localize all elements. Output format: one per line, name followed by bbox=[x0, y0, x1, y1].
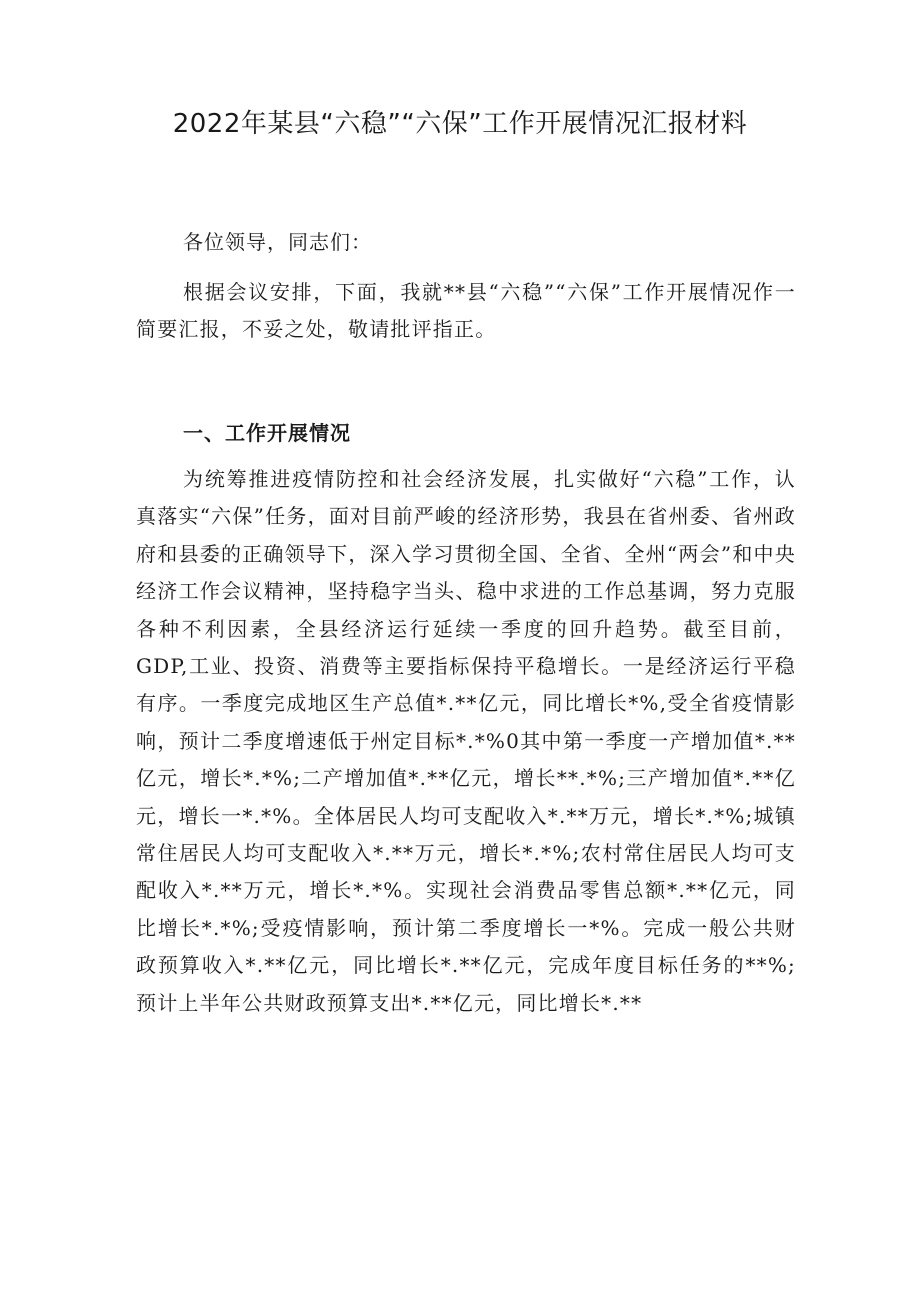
section-heading: 一、工作开展情况 bbox=[183, 421, 351, 445]
salutation: 各位领导，同志们： bbox=[183, 230, 372, 254]
section-body-paragraph: 为统筹推进疫情防控和社会经济发展，扎实做好“六稳”工作，认真落实“六保”任务，面对目前严峻的经济形势，我县在省州委、省州政府和县委的正确领导下，深入学习贯彻全国、全省、全州“两会”和中央经济工作会议精神，坚持稳字当头、稳中求进的工作总基调，努力克服各种不利因素，全县经济运行延续一季度的回升趋势。截至目前，GDP,工业、投资、消费等主要指标保持平稳增长。一是经济运行平稳有序。一季度完成地区生产总值*.**亿元，同比增长*%,受全省疫情影响，预计二季度增速低于州定目标*.*%0其中第一季度一产增加值*.**亿元，增长*.*%;二产增加值*.**亿元，增长**.*%;三产增加值*.**亿元，增长一*.*%。全体居民人均可支配收入*.**万元，增长*.*%;城镇常住居民人均可支配收入*.**万元，增长*.*%;农村常住居民人均可支配收入*.**万元，增长*.*%。实现社会消费品零售总额*.**亿元，同比增长*.*%;受疫情影响，预计第二季度增长一*%。完成一般公共财政预算收入*.**亿元，同比增长*.**亿元，完成年度目标任务的**%;预计上半年公共财政预算支出*.**亿元，同比增长*.** bbox=[136, 467, 796, 1015]
document-title: 2022年某县“六稳”“六保”工作开展情况汇报材料 bbox=[172, 109, 748, 139]
intro-paragraph: 根据会议安排，下面，我就**县“六稳”“六保”工作开展情况作一简要汇报，不妥之处，敬请批评指正。 bbox=[136, 280, 796, 341]
